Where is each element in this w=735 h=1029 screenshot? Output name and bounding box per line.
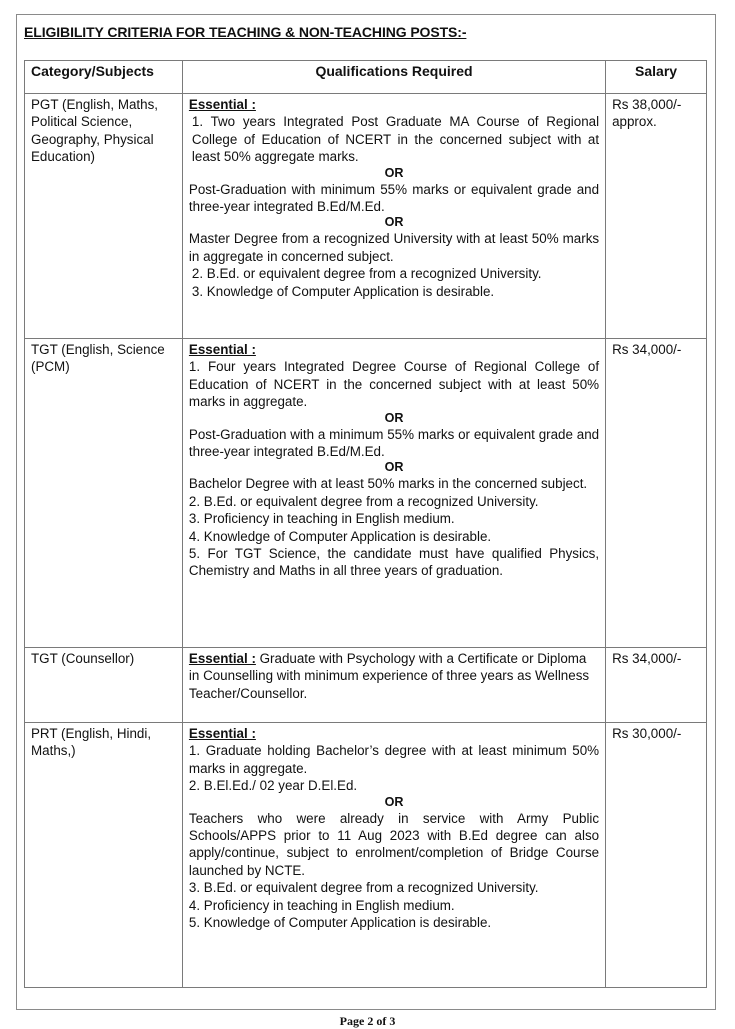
or-separator: OR: [384, 410, 404, 425]
page-number: Page 2 of 3: [339, 1014, 396, 1028]
qualification-line: 5. Knowledge of Computer Application is desirable.: [188, 915, 492, 931]
qualification-line: 3. Knowledge of Computer Application is desirable.: [191, 283, 495, 299]
category-cell: TGT (Counsellor): [25, 648, 183, 723]
category-cell: PGT (English, Maths, Political Science, Geography, Physical Education): [25, 94, 183, 339]
or-separator: OR: [384, 460, 404, 475]
essential-label: Essential :: [188, 97, 256, 112]
header-qualifications: Qualifications Required: [182, 61, 605, 94]
qualification-line: 2. B.Ed. or equivalent degree from a recognized University.: [191, 266, 542, 282]
qualifications-cell: [182, 339, 605, 648]
eligibility-table: [24, 60, 707, 988]
qualification-line: 3. B.Ed. or equivalent degree from a recognized University.: [188, 880, 539, 896]
salary-cell: Rs 30,000/-: [606, 723, 707, 988]
table-header-row: [25, 61, 707, 94]
table-row: [25, 648, 707, 723]
salary-cell: Rs 34,000/-: [606, 339, 707, 648]
category-cell: PRT (English, Hindi, Maths,): [25, 723, 183, 988]
or-separator: OR: [384, 794, 404, 809]
qualifications-cell: [182, 94, 605, 339]
table-row: [25, 723, 707, 988]
or-separator: OR: [384, 215, 404, 230]
qualification-line: 3. Proficiency in teaching in English medium.: [188, 511, 455, 527]
essential-label: Essential :: [188, 342, 256, 357]
table-row: [25, 339, 707, 648]
qualification-line: 4. Knowledge of Computer Application is desirable.: [188, 528, 492, 544]
essential-label: Essential :: [188, 651, 256, 666]
header-category: Category/Subjects: [25, 61, 183, 94]
qualifications-cell: [182, 723, 605, 988]
qualification-line: Bachelor Degree with at least 50% marks in the concerned subject.: [188, 476, 588, 492]
essential-label: Essential :: [188, 726, 256, 741]
qualification-line: Post-Graduation with a minimum 55% marks or equivalent grade and three-year integrated B.Ed/M.Ed.: [188, 426, 600, 460]
or-separator: OR: [384, 165, 404, 180]
qualifications-cell: [182, 648, 605, 723]
qualification-line: 1. Four years Integrated Degree Course of Regional College of Education of NCERT in the concerned subject with at least 50% marks in aggregate.: [188, 359, 600, 410]
salary-cell: Rs 38,000/- approx.: [606, 94, 707, 339]
page-title: ELIGIBILITY CRITERIA FOR TEACHING & NON-TEACHING POSTS:-: [24, 24, 467, 40]
header-salary: Salary: [606, 61, 707, 94]
salary-cell: Rs 34,000/-: [606, 648, 707, 723]
qualification-line: Post-Graduation with minimum 55% marks or equivalent grade and three-year integrated B.Ed/M.Ed.: [188, 181, 600, 215]
qualification-line: 4. Proficiency in teaching in English medium.: [188, 897, 455, 913]
qualification-line: 5. For TGT Science, the candidate must have qualified Physics, Chemistry and Maths in all three years of graduation.: [188, 546, 600, 579]
qualification-line: 2. B.Ed. or equivalent degree from a recognized University.: [188, 493, 539, 509]
qualification-line: Teachers who were already in service with Army Public Schools/APPS prior to 11 Aug 2023 with B.Ed degree can also apply/continue, subject to enrolment/completion of Bridge Course launched by NCTE.: [188, 810, 600, 878]
qualification-line: Master Degree from a recognized University with at least 50% marks in aggregate in concerned subject.: [188, 231, 600, 264]
qualification-line: 1. Two years Integrated Post Graduate MA Course of Regional College of Education of NCERT in the concerned subject with at least 50% aggregate marks.: [191, 114, 600, 165]
qualification-text: Graduate with Psychology with a Certificate or Diploma in Counselling with minimum experience of three years as Wellness Teacher/Counsellor.: [188, 651, 590, 701]
qualification-line: 2. B.El.Ed./ 02 year D.El.Ed.: [188, 778, 358, 794]
table-row: [25, 94, 707, 339]
category-cell: TGT (English, Science (PCM): [25, 339, 183, 648]
qualification-line: 1. Graduate holding Bachelor’s degree with at least minimum 50% marks in aggregate.: [188, 743, 600, 776]
